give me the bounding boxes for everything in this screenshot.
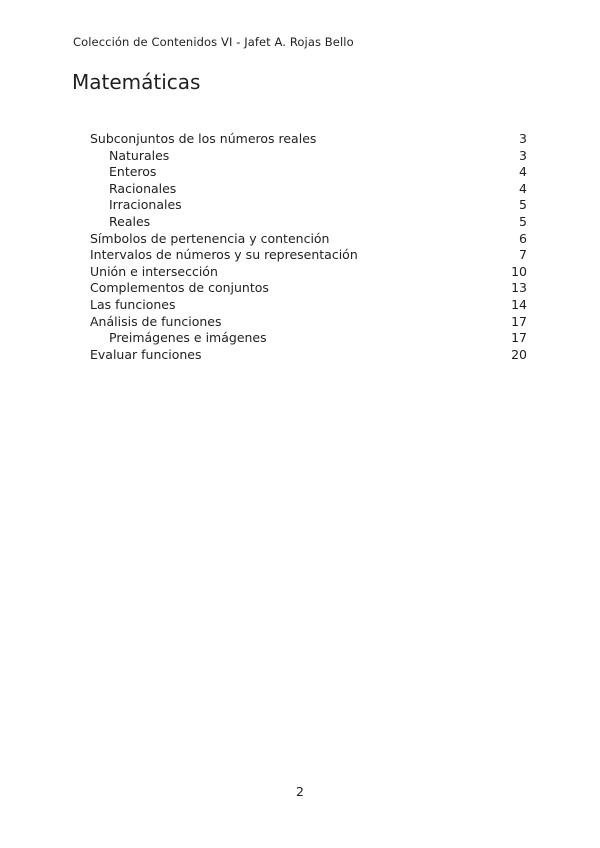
toc-entry[interactable]	[90, 231, 527, 248]
toc-entry-label: Irracionales	[109, 197, 182, 213]
toc-entry-label: Naturales	[109, 147, 170, 163]
toc-entry-page: 7	[519, 247, 527, 263]
toc-entry-page: 13	[511, 280, 527, 296]
toc-entry-label: Subconjuntos de los números reales	[90, 131, 317, 146]
toc-entry-label: Unión e intersección	[90, 263, 218, 279]
toc-entry[interactable]	[90, 164, 527, 181]
toc-entry-page: 20	[511, 346, 527, 362]
toc-entry-label: Las funciones	[90, 296, 176, 312]
toc-entry[interactable]	[90, 131, 527, 148]
toc-entry-page: 10	[511, 263, 527, 279]
toc-entry-page: 14	[511, 296, 527, 312]
toc-entry[interactable]	[90, 197, 527, 214]
toc-entry[interactable]	[90, 264, 527, 281]
toc-entry-page: 5	[519, 213, 527, 229]
toc-entry[interactable]	[90, 330, 527, 347]
toc-entry-label: Análisis de funciones	[90, 313, 222, 329]
toc-entry-label: Preimágenes e imágenes	[109, 330, 267, 346]
toc-entry-label: Intervalos de números y su representación	[90, 247, 358, 263]
toc-entry[interactable]	[90, 280, 527, 297]
toc-entry-label: Símbolos de pertenencia y contención	[90, 230, 330, 246]
toc-entry[interactable]	[90, 148, 527, 165]
toc-entry-page: 6	[519, 230, 527, 246]
toc-entry-label: Enteros	[109, 164, 157, 180]
toc-entry-page: 17	[511, 313, 527, 329]
toc-entry[interactable]	[90, 181, 527, 198]
toc-entry-label: Evaluar funciones	[90, 346, 202, 362]
toc-entry-page: 4	[519, 164, 527, 180]
toc-entry[interactable]	[90, 347, 527, 364]
toc-entry-page: 3	[519, 147, 527, 163]
toc-entry-label: Racionales	[109, 180, 177, 196]
toc-entry[interactable]	[90, 297, 527, 314]
toc-entry-label: Complementos de conjuntos	[90, 280, 269, 296]
toc-entry[interactable]	[90, 214, 527, 231]
toc-entry-page: 5	[519, 197, 527, 213]
running-header: Colección de Contenidos VI - Jafet A. Rojas Bello	[73, 35, 354, 49]
toc-entry-label: Reales	[109, 213, 151, 229]
page-number: 2	[296, 784, 304, 799]
page-title: Matemáticas	[72, 70, 201, 94]
toc-entry-page: 4	[519, 180, 527, 196]
toc-entry[interactable]	[90, 247, 527, 264]
toc-entry-page: 3	[519, 131, 527, 146]
toc-entry-page: 17	[511, 330, 527, 346]
table-of-contents	[90, 131, 527, 363]
toc-entry[interactable]	[90, 314, 527, 331]
